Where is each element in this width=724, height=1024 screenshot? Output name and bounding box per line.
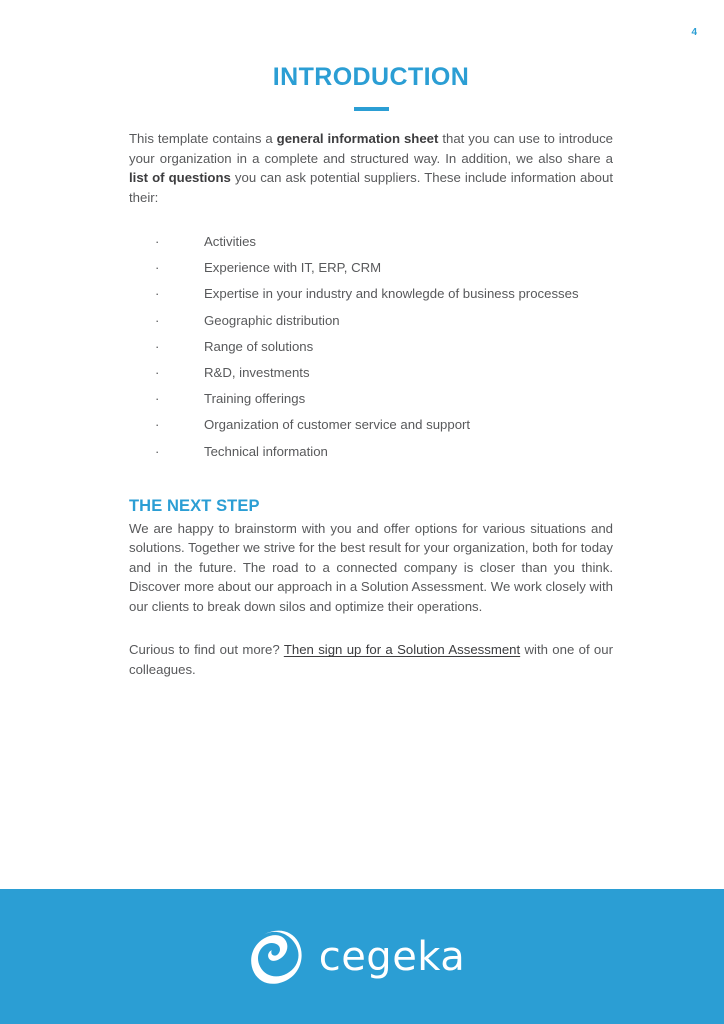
intro-bold-general-information-sheet: general information sheet xyxy=(276,131,439,146)
brand-wordmark: cegeka xyxy=(318,933,466,980)
list-item-label: Activities xyxy=(204,234,257,249)
bullet-dot-icon: · xyxy=(155,312,160,328)
list-item xyxy=(155,386,613,412)
list-item xyxy=(155,308,613,334)
topics-bullet-list xyxy=(129,207,613,465)
closing-text-before-link: Curious to find out more? xyxy=(129,642,284,658)
page-content xyxy=(129,0,613,679)
solution-assessment-signup-link[interactable]: Then sign up for a Solution Assessment xyxy=(283,642,521,658)
intro-text-part-2: that you can use to introduce your organization in a complete and structured way. In addition, we also share a xyxy=(129,131,613,166)
closing-paragraph xyxy=(129,616,613,679)
list-item xyxy=(155,281,613,307)
bullet-dot-icon: · xyxy=(155,260,160,276)
list-item-label: R&D, investments xyxy=(204,365,310,381)
intro-text-part-3: you can ask potential suppliers. These include information about their: xyxy=(129,170,613,205)
list-item xyxy=(155,360,613,386)
list-item-label: Range of solutions xyxy=(204,338,314,354)
list-item-label: Technical information xyxy=(204,443,328,459)
bullet-dot-icon: · xyxy=(155,443,160,459)
section-heading-the-next-step: THE NEXT STEP xyxy=(129,496,260,515)
list-item xyxy=(155,439,613,465)
bullet-dot-icon: · xyxy=(155,338,160,354)
list-item-label: Training offerings xyxy=(204,391,306,407)
list-item-label: Geographic distribution xyxy=(204,312,340,328)
list-item xyxy=(155,229,613,255)
cegeka-swirl-logo-icon xyxy=(247,929,305,985)
list-item xyxy=(155,412,613,438)
intro-paragraph xyxy=(129,111,613,207)
intro-bold-list-of-questions: list of questions xyxy=(129,170,231,185)
list-item-label: Experience with IT, ERP, CRM xyxy=(204,260,382,276)
bullet-dot-icon: · xyxy=(155,417,160,433)
list-item-label: Expertise in your industry and knowlegde of business processes xyxy=(204,286,579,302)
closing-text-after-link: with one of our colleagues. xyxy=(129,642,613,677)
bullet-dot-icon: · xyxy=(155,391,160,407)
page-footer xyxy=(0,889,724,1024)
bullet-dot-icon: · xyxy=(155,286,160,302)
brand-logo xyxy=(247,929,466,985)
bullet-dot-icon: · xyxy=(155,365,160,381)
page-number: 4 xyxy=(691,27,697,38)
next-step-paragraph: We are happy to brainstorm with you and offer options for various situations and solutions. Together we strive for the best result for your organization, both for today and in the future. The road to a connected company is closer than you think. Discover more about our approach in a Solution Assessment. We work closely with our clients to break down silos and optimize their operations. xyxy=(129,520,613,614)
list-item-label: Organization of customer service and support xyxy=(204,417,471,433)
bullet-dot-icon: · xyxy=(155,234,160,249)
intro-text-part-1: This template contains a xyxy=(129,131,277,146)
page-title: INTRODUCTION xyxy=(272,63,470,91)
list-item xyxy=(155,334,613,360)
list-item xyxy=(155,255,613,281)
